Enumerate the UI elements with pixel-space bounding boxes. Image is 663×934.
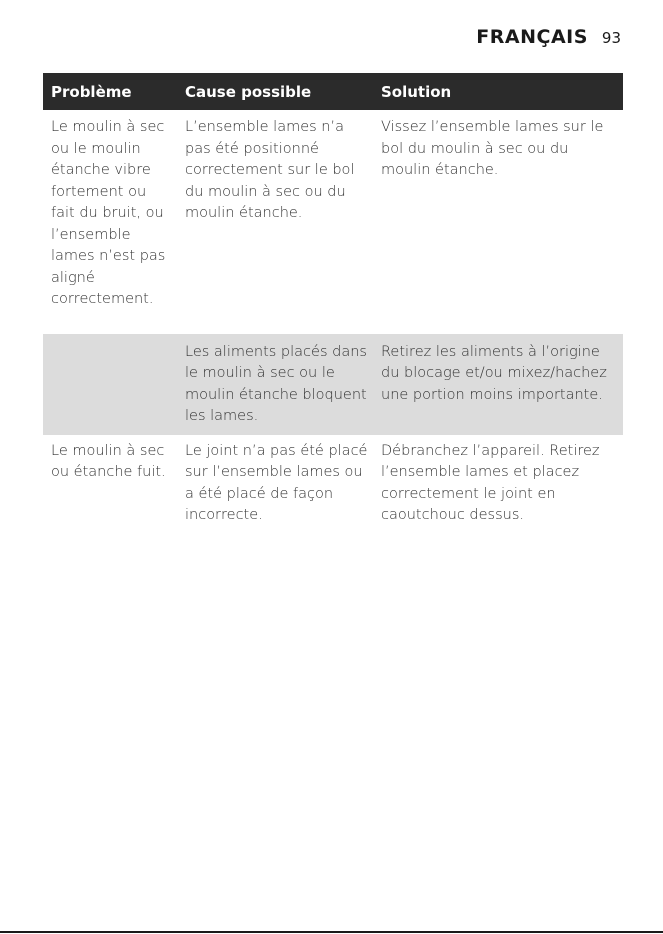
column-header-problem: Problème	[43, 73, 177, 111]
table-row	[43, 111, 623, 334]
column-header-cause: Cause possible	[177, 73, 373, 111]
column-header-solution: Solution	[373, 73, 623, 111]
page-header	[476, 26, 621, 48]
table-header-row	[43, 73, 623, 111]
language-heading: FRANÇAIS	[476, 26, 588, 48]
cause-cell: Les aliments placés dans le moulin à sec ou le moulin étanche bloquent les lames.	[177, 334, 373, 435]
footer-rule	[0, 931, 663, 933]
solution-cell: Retirez les aliments à l’origine du blocage et/ou mixez/hachez une portion moins importante.	[373, 334, 623, 435]
page-number: 93	[601, 29, 621, 47]
troubleshooting-table	[43, 73, 623, 531]
problem-cell: Le moulin à sec ou le moulin étanche vibre fortement ou fait du bruit, ou l’ensemble lames n’est pas aligné correctement.	[51, 119, 166, 307]
solution-cell: Vissez l’ensemble lames sur le bol du moulin à sec ou du moulin étanche.	[381, 119, 604, 178]
cause-cell: L’ensemble lames n’a pas été positionné correctement sur le bol du moulin à sec ou du moulin étanche.	[185, 119, 355, 221]
table-row	[43, 435, 623, 531]
table-row	[43, 334, 623, 435]
problem-cell: Le moulin à sec ou étanche fuit.	[51, 442, 166, 480]
problem-cell	[43, 334, 177, 435]
solution-cell: Débranchez l’appareil. Retirez l’ensemble lames et placez correctement le joint en caoutchouc dessus.	[381, 442, 600, 523]
cause-cell: Le joint n’a pas été placé sur l’ensemble lames ou a été placé de façon incorrecte.	[185, 442, 368, 523]
